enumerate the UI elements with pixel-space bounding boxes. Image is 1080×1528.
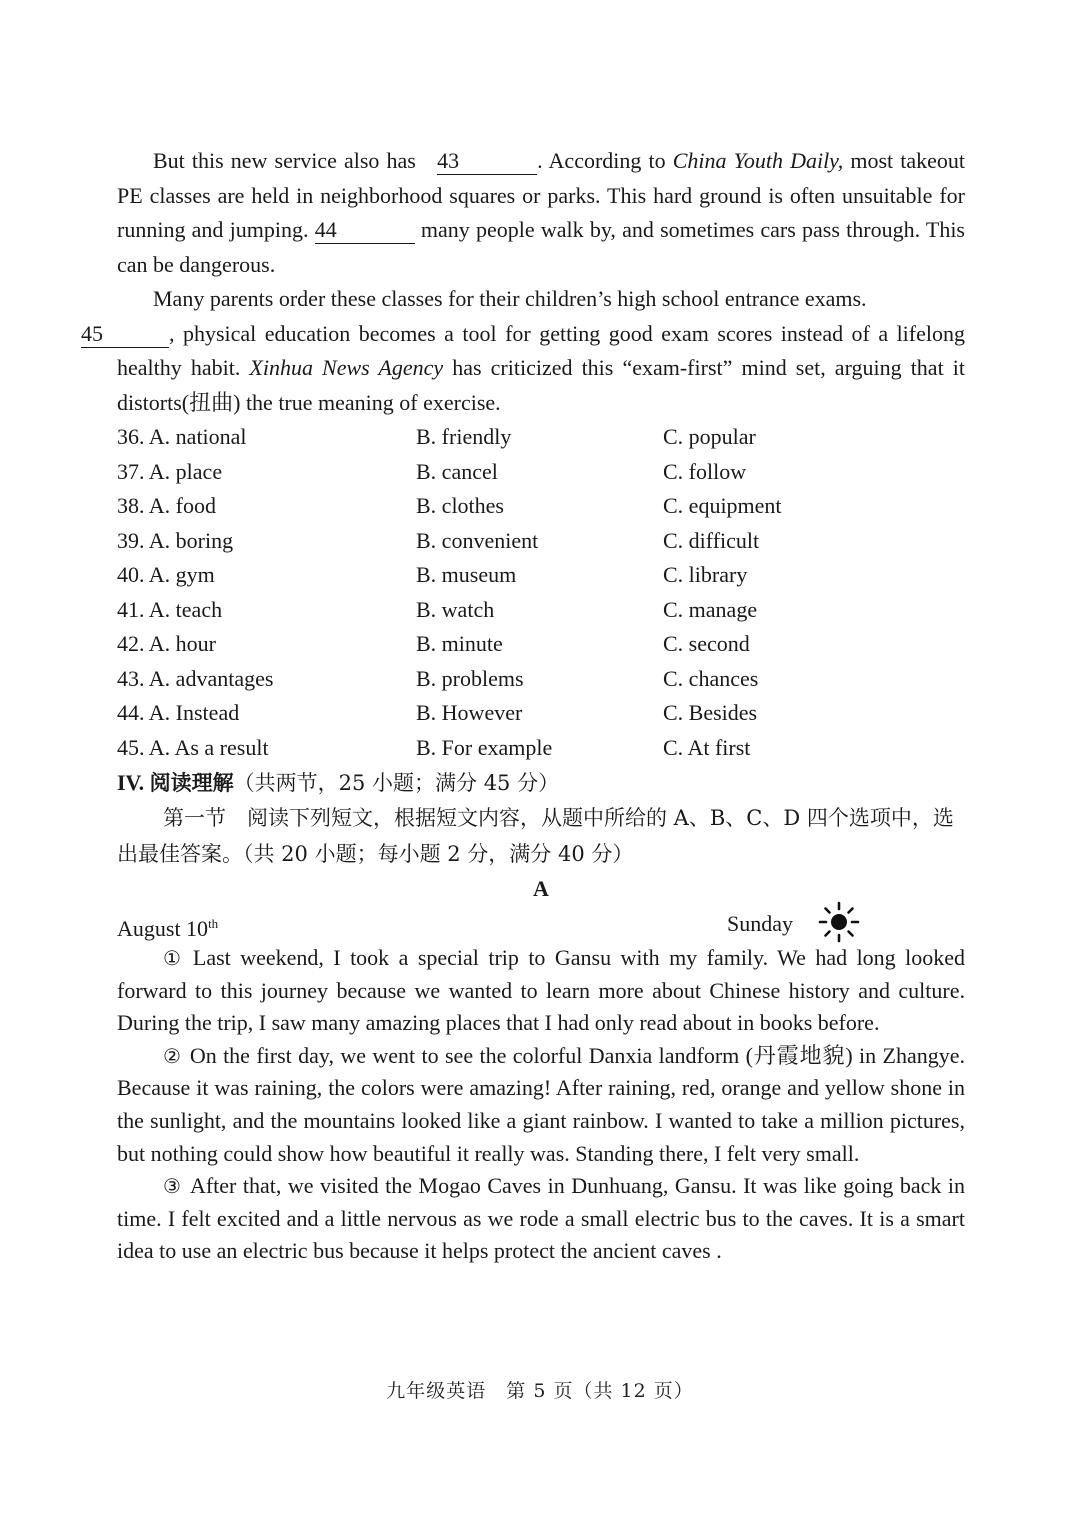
option-row (117, 489, 965, 524)
passage-paragraph-1 (117, 144, 965, 282)
passage-text: , physical education becomes a tool for getting good exam scores instead of a lifelong healthy habit. (117, 320, 965, 380)
option-c: C. popular (663, 424, 756, 449)
option-a: 36. A. national (117, 424, 247, 449)
page-content (81, 144, 965, 1268)
article-paragraph-3 (117, 1170, 965, 1268)
source-xinhua-news-agency: Xinhua News Agency (249, 355, 444, 380)
passage-text: Many parents order these classes for their children’s high school entrance exams. (153, 286, 867, 311)
option-row (117, 455, 965, 490)
passage-text: But this new service also has (153, 148, 416, 173)
paragraph-number: ③ (163, 1174, 182, 1199)
section-info: （共两节，25 小题；满分 45 分） (233, 771, 560, 795)
option-row (117, 593, 965, 628)
passage-text: many people walk by, and sometimes cars pass through. This can be dangerous. (117, 217, 965, 277)
paragraph-text: Last weekend, I took a special trip to Gansu with my family. We had long looked forward to this journey because we wanted to learn more about Chinese history and culture. During the trip, I saw many amazing places that I had only read about in books before. (117, 945, 965, 1036)
article-paragraph-2 (117, 1040, 965, 1170)
option-row (117, 731, 965, 766)
option-a: 42. A. hour (117, 631, 216, 656)
option-a: 37. A. place (117, 458, 223, 484)
diary-date (117, 916, 218, 941)
option-a: 43. A. advantages (117, 665, 274, 691)
option-b: B. friendly (416, 424, 512, 449)
option-row (117, 558, 965, 593)
article-label: A (533, 876, 549, 901)
passage-paragraph-2 (81, 282, 965, 420)
paragraph-number: ② (163, 1043, 182, 1068)
option-a: 41. A. teach (117, 596, 223, 622)
option-a: 39. A. boring (117, 527, 234, 553)
passage-text: has criticized this “exam-first” mind set, arguing that it distorts(扭曲) the true meaning of exercise. (117, 355, 965, 415)
section-number: IV. (117, 770, 145, 795)
option-b: B. museum (416, 562, 517, 587)
option-c: C. chances (663, 665, 759, 691)
article-paragraph-1 (117, 942, 965, 1040)
option-c: C. second (663, 631, 750, 656)
diary-date-suffix: th (208, 916, 219, 931)
blank-44: 44 (315, 217, 415, 244)
option-b: B. convenient (416, 527, 539, 553)
option-c: C. follow (663, 458, 747, 484)
option-row (117, 627, 965, 662)
option-row (117, 662, 965, 697)
section-instruction: 第一节 阅读下列短文，根据短文内容，从题中所给的 A、B、C、D 四个选项中，选出最佳答案。（共 20 小题；每小题 2 分，满分 40 分） (117, 806, 954, 866)
option-c: C. Besides (663, 700, 758, 725)
paragraph-number: ① (163, 946, 185, 970)
option-b: B. minute (416, 631, 503, 656)
option-c: C. manage (663, 596, 758, 622)
diary-date-text: August 10 (117, 916, 209, 941)
option-c: C. difficult (663, 527, 760, 553)
option-b: B. problems (416, 665, 524, 691)
sun-icon (817, 900, 861, 944)
option-b: B. cancel (416, 458, 498, 484)
paragraph-text: After that, we visited the Mogao Caves in Dunhuang, Gansu. It was like going back in time. I felt excited and a little nervous as we rode a small electric bus to the caves. It is a smart idea to use an electric bus because it helps protect the ancient caves . (117, 1173, 965, 1264)
option-a: 45. A. As a result (117, 734, 269, 760)
option-c: C. At first (663, 734, 751, 760)
page-footer: 九年级英语 第 5 页（共 12 页） (386, 1380, 694, 1402)
blank-45: 45 (81, 321, 169, 348)
option-c: C. equipment (663, 493, 782, 518)
option-b: B. watch (416, 596, 495, 622)
option-row (117, 524, 965, 559)
diary-header (117, 906, 965, 942)
paragraph-text: On the first day, we went to see the colorful Danxia landform (丹霞地貌) in Zhangye. Because it was raining, the colors were amazing! After raining, red, orange and yellow shone in the sunlight, and the mountains looked like a giant rainbow. I wanted to take a million pictures, but nothing could show how beautiful it really was. Standing there, I felt very small. (117, 1042, 965, 1166)
option-a: 44. A. Instead (117, 700, 240, 725)
option-a: 38. A. food (117, 493, 216, 518)
source-china-youth-daily: China Youth Daily, (672, 148, 844, 173)
option-list (117, 420, 965, 765)
diary-day: Sunday (727, 911, 793, 936)
option-c: C. library (663, 562, 748, 587)
option-b: B. However (416, 700, 523, 725)
passage-text: most takeout PE classes are held in neighborhood squares or parks. This hard ground is often unsuitable for running and jumping. (117, 148, 965, 242)
option-row (117, 696, 965, 731)
section-heading (117, 765, 965, 800)
option-a: 40. A. gym (117, 562, 215, 587)
passage-text: . According to (537, 148, 673, 173)
option-row (117, 420, 965, 455)
option-b: B. For example (416, 734, 553, 760)
blank-43: 43 (437, 148, 537, 175)
option-b: B. clothes (416, 493, 504, 518)
section-title: 阅读理解 (149, 771, 234, 795)
